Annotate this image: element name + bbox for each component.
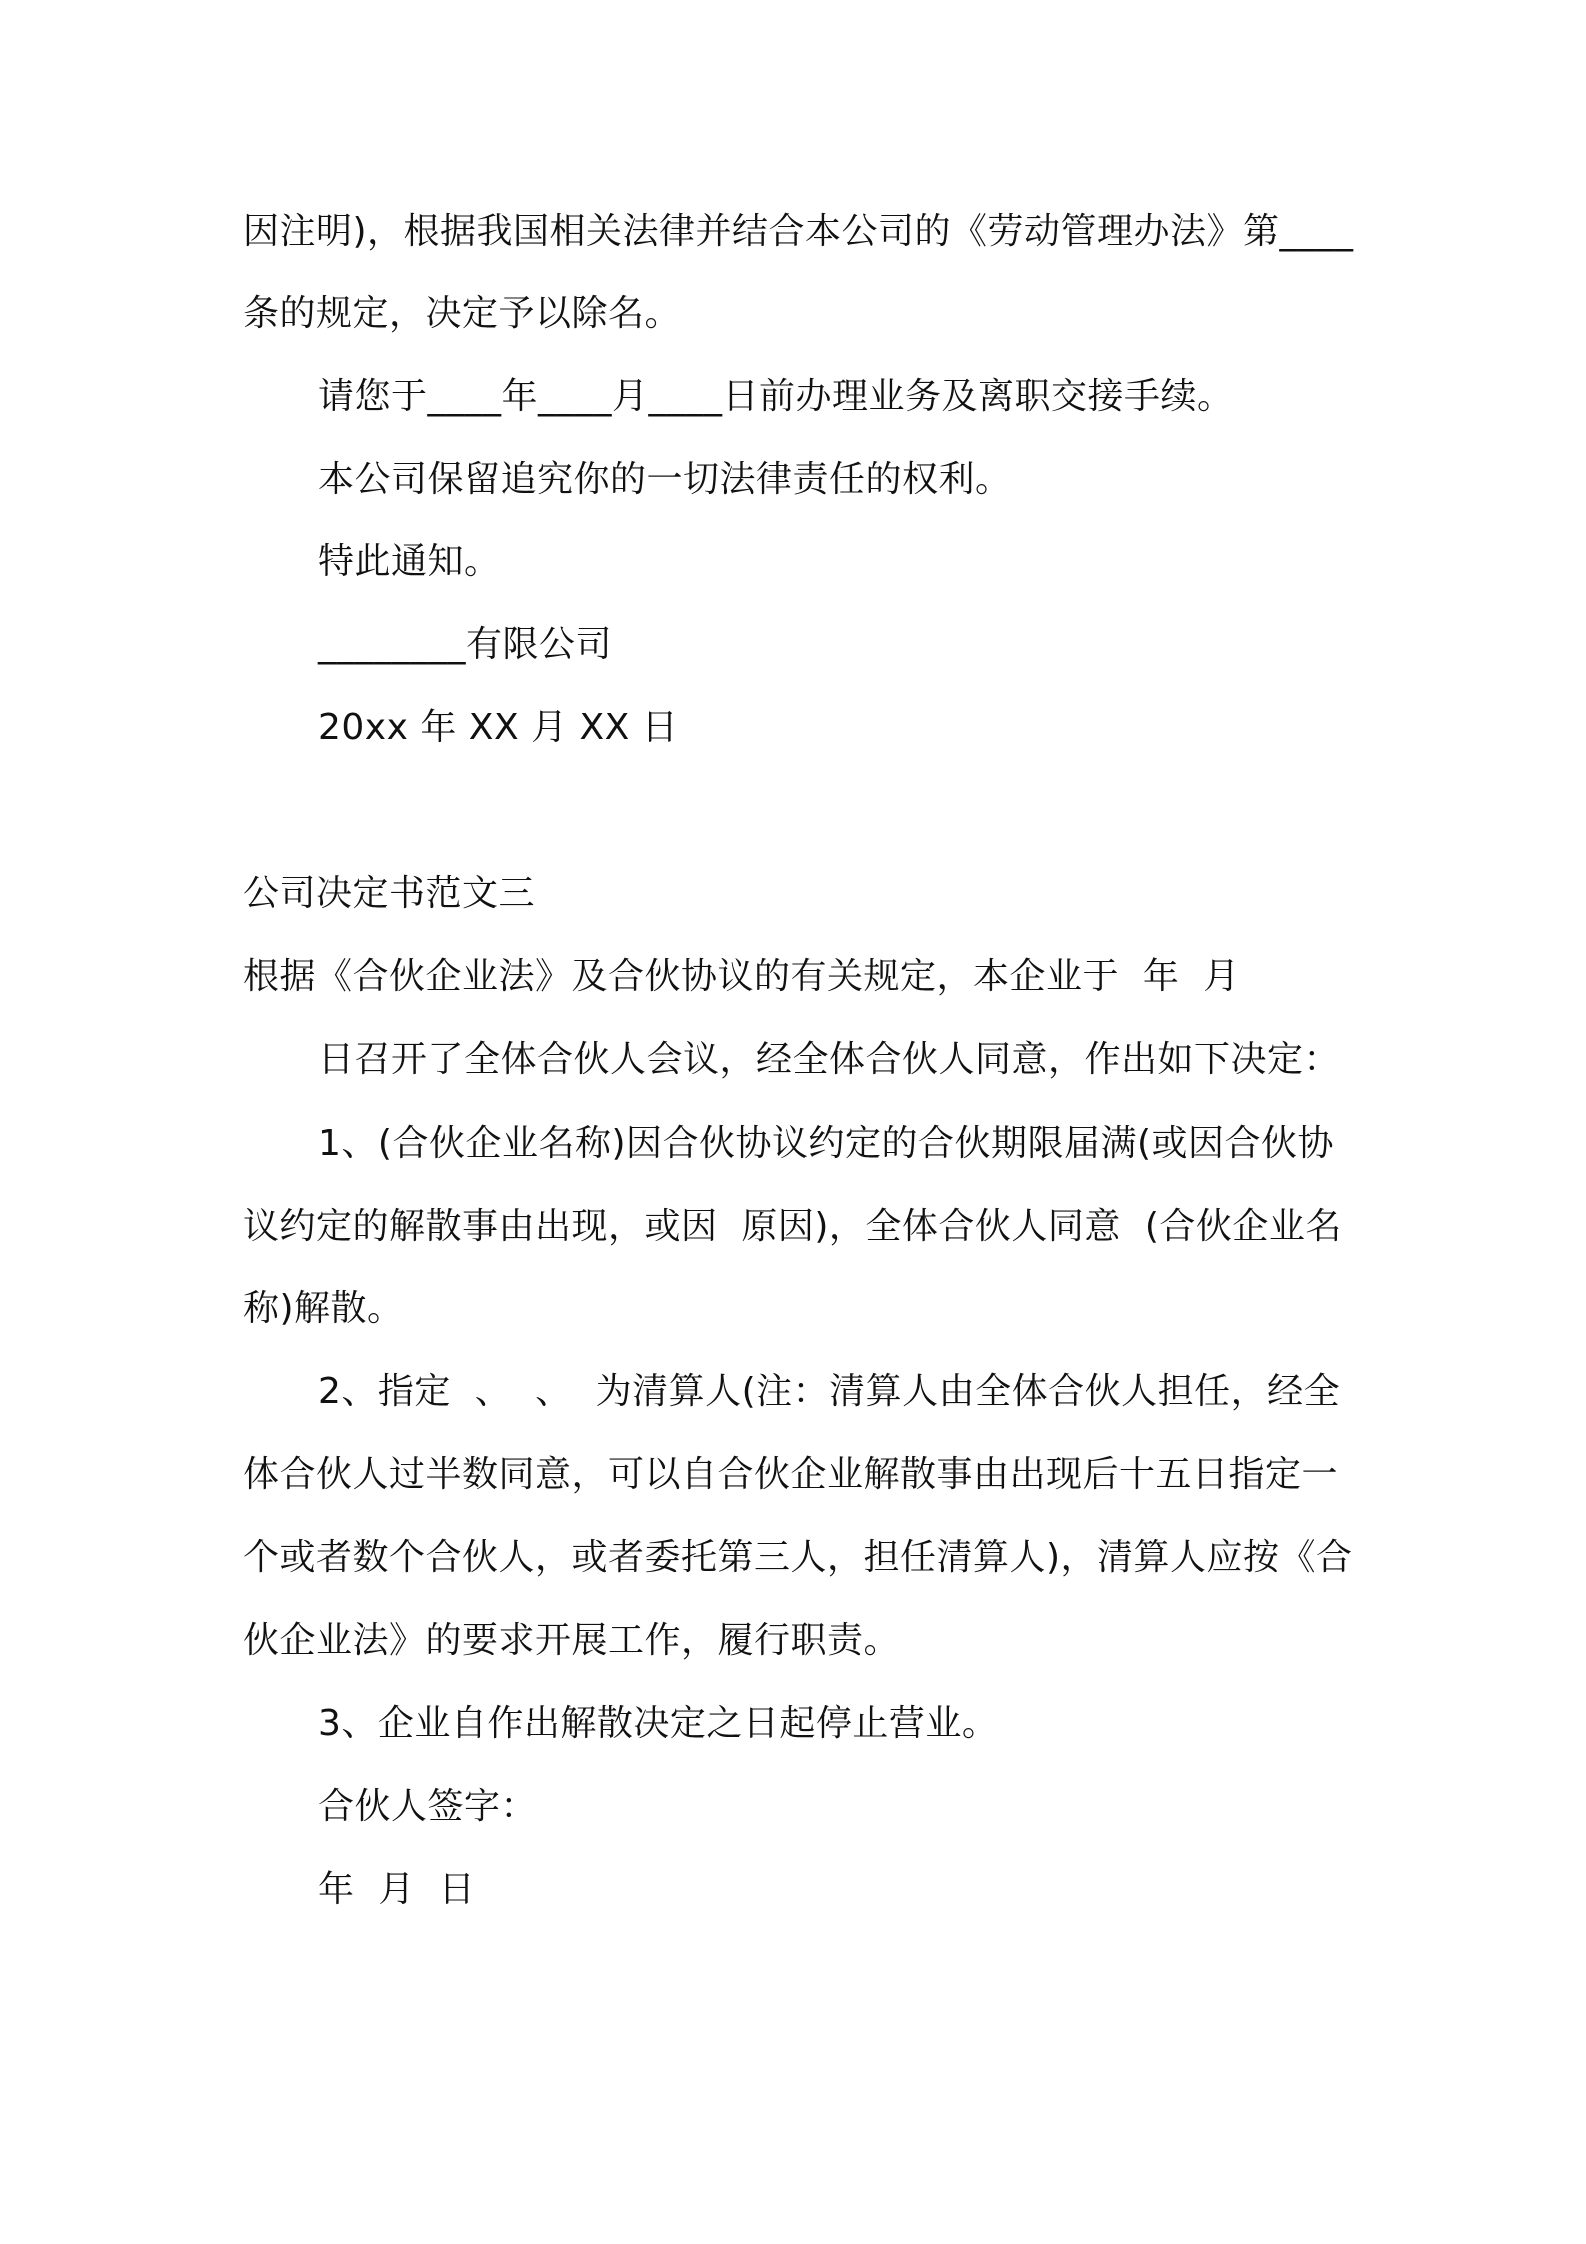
paragraph-line: 伙企业法》的要求开展工作，履行职责。 [243, 1620, 901, 1661]
document-date: 20xx 年 XX 月 XX 日 [318, 707, 679, 748]
paragraph-line: 请您于____年____月____日前办理业务及离职交接手续。 [318, 376, 1234, 417]
paragraph-line: 议约定的解散事由出现，或因 原因)，全体合伙人同意 (合伙企业名 [243, 1206, 1342, 1247]
paragraph-line: 因注明)，根据我国相关法律并结合本公司的《劳动管理办法》第____ [243, 211, 1354, 252]
paragraph-line: 本公司保留追究你的一切法律责任的权利。 [318, 459, 1012, 500]
company-signature-line: ________有限公司 [318, 624, 613, 665]
paragraph-line: 1、(合伙企业名称)因合伙协议约定的合伙期限届满(或因合伙协 [318, 1123, 1335, 1164]
paragraph-line: 特此通知。 [318, 541, 501, 582]
signature-label: 合伙人签字： [318, 1786, 538, 1827]
paragraph-line: 条的规定，决定予以除名。 [243, 293, 682, 334]
paragraph-line: 根据《合伙企业法》及合伙协议的有关规定，本企业于 年 月 [243, 956, 1240, 997]
paragraph-line: 称)解散。 [243, 1288, 404, 1329]
date-placeholder-line: 年 月 日 [318, 1869, 476, 1910]
paragraph-line: 3、企业自作出解散决定之日起停止营业。 [318, 1703, 999, 1744]
paragraph-line: 日召开了全体合伙人会议，经全体合伙人同意，作出如下决定： [318, 1039, 1341, 1080]
paragraph-line: 2、指定 、 、 为清算人(注：清算人由全体合伙人担任，经全 [318, 1371, 1341, 1412]
paragraph-line: 体合伙人过半数同意，可以自合伙企业解散事由出现后十五日指定一 [243, 1454, 1339, 1495]
section-title: 公司决定书范文三 [243, 873, 536, 914]
paragraph-line: 个或者数个合伙人，或者委托第三人，担任清算人)，清算人应按《合 [243, 1537, 1353, 1578]
